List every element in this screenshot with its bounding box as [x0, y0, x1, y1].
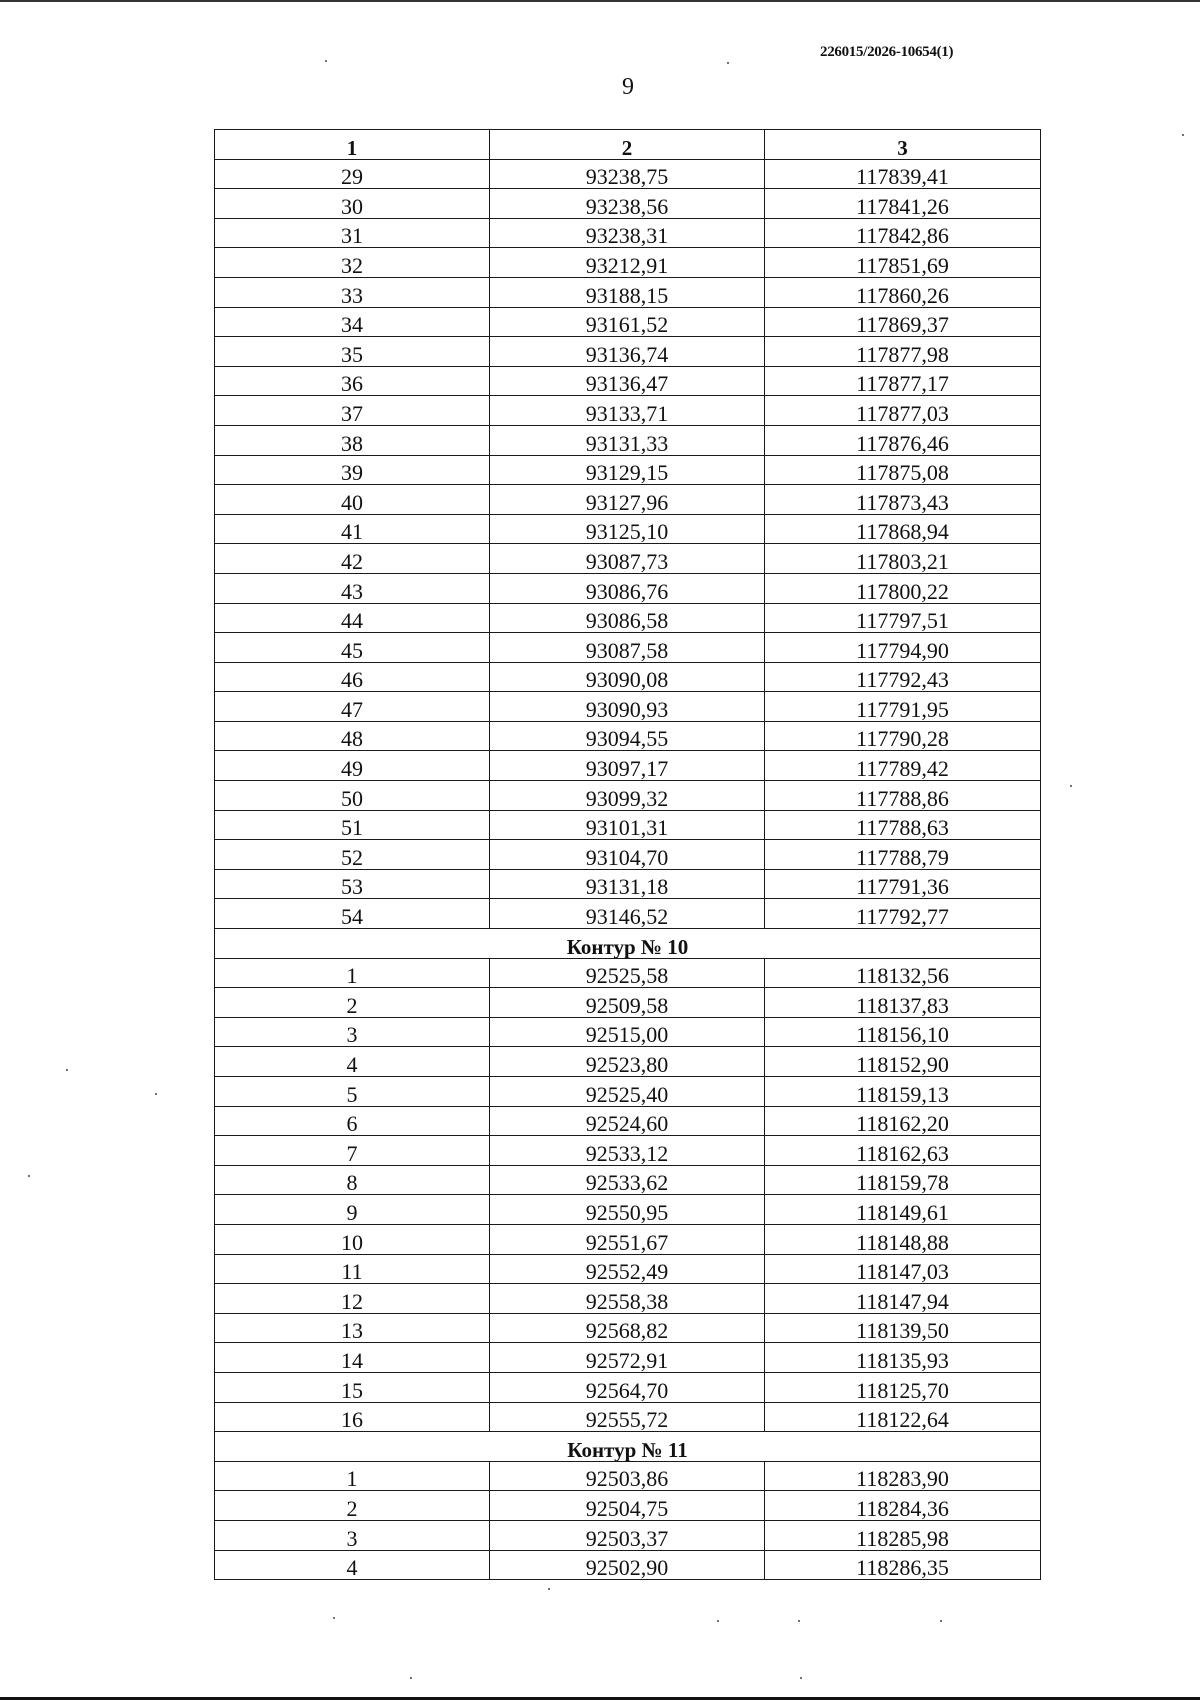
point-number-cell: 7 [215, 1136, 490, 1166]
table-row [215, 899, 1041, 929]
table-row [215, 1402, 1041, 1432]
coordinate-x-cell: 92523,80 [490, 1047, 765, 1077]
coordinate-x-cell: 93146,52 [490, 899, 765, 929]
table-row [215, 1224, 1041, 1254]
coordinate-y-cell: 117792,43 [765, 662, 1041, 692]
table-row [215, 781, 1041, 811]
coordinate-x-cell: 92515,00 [490, 1017, 765, 1047]
point-number-cell: 12 [215, 1284, 490, 1314]
coordinate-x-cell: 93125,10 [490, 514, 765, 544]
coordinate-x-cell: 93087,58 [490, 633, 765, 663]
coordinate-x-cell: 93238,31 [490, 218, 765, 248]
coordinates-table-container [214, 129, 1040, 1580]
point-number-cell: 51 [215, 810, 490, 840]
point-number-cell: 30 [215, 189, 490, 219]
scan-speck [66, 1069, 68, 1071]
table-row [215, 721, 1041, 751]
point-number-cell: 39 [215, 455, 490, 485]
scan-speck [155, 1093, 157, 1095]
point-number-cell: 46 [215, 662, 490, 692]
coordinate-y-cell: 117877,98 [765, 337, 1041, 367]
coordinate-y-cell: 117876,46 [765, 425, 1041, 455]
coordinate-y-cell: 118285,98 [765, 1520, 1041, 1550]
point-number-cell: 43 [215, 573, 490, 603]
point-number-cell: 45 [215, 633, 490, 663]
table-row [215, 1017, 1041, 1047]
coordinate-x-cell: 93090,08 [490, 662, 765, 692]
coordinate-y-cell: 118147,03 [765, 1254, 1041, 1284]
point-number-cell: 4 [215, 1047, 490, 1077]
coordinate-y-cell: 117788,63 [765, 810, 1041, 840]
point-number-cell: 1 [215, 1461, 490, 1491]
point-number-cell: 2 [215, 988, 490, 1018]
point-number-cell: 47 [215, 692, 490, 722]
point-number-cell: 41 [215, 514, 490, 544]
point-number-cell: 37 [215, 396, 490, 426]
table-row [215, 988, 1041, 1018]
column-header-3: 3 [765, 130, 1041, 160]
coordinate-y-cell: 117788,86 [765, 781, 1041, 811]
coordinate-x-cell: 93133,71 [490, 396, 765, 426]
point-number-cell: 29 [215, 159, 490, 189]
coordinate-y-cell: 117841,26 [765, 189, 1041, 219]
coordinate-y-cell: 118159,13 [765, 1077, 1041, 1107]
coordinate-y-cell: 117869,37 [765, 307, 1041, 337]
table-row [215, 1136, 1041, 1166]
table-row [215, 248, 1041, 278]
coordinate-x-cell: 92524,60 [490, 1106, 765, 1136]
section-row [215, 929, 1041, 959]
scan-speck [1070, 785, 1072, 787]
table-row [215, 751, 1041, 781]
point-number-cell: 1 [215, 958, 490, 988]
coordinate-y-cell: 117789,42 [765, 751, 1041, 781]
point-number-cell: 32 [215, 248, 490, 278]
coordinate-x-cell: 92558,38 [490, 1284, 765, 1314]
point-number-cell: 31 [215, 218, 490, 248]
point-number-cell: 14 [215, 1343, 490, 1373]
table-row [215, 1254, 1041, 1284]
coordinate-x-cell: 92503,37 [490, 1520, 765, 1550]
point-number-cell: 49 [215, 751, 490, 781]
table-row [215, 218, 1041, 248]
coordinate-y-cell: 118283,90 [765, 1461, 1041, 1491]
coordinate-x-cell: 93136,47 [490, 366, 765, 396]
scan-speck [800, 1677, 802, 1679]
coordinate-y-cell: 117873,43 [765, 485, 1041, 515]
table-row [215, 277, 1041, 307]
point-number-cell: 50 [215, 781, 490, 811]
point-number-cell: 15 [215, 1372, 490, 1402]
coordinate-y-cell: 117788,79 [765, 840, 1041, 870]
table-row [215, 1372, 1041, 1402]
point-number-cell: 16 [215, 1402, 490, 1432]
scan-speck [325, 60, 327, 62]
point-number-cell: 48 [215, 721, 490, 751]
coordinate-y-cell: 118162,20 [765, 1106, 1041, 1136]
point-number-cell: 9 [215, 1195, 490, 1225]
point-number-cell: 44 [215, 603, 490, 633]
coordinate-x-cell: 92504,75 [490, 1491, 765, 1521]
table-row [215, 1520, 1041, 1550]
coordinate-y-cell: 118148,88 [765, 1224, 1041, 1254]
coordinate-x-cell: 92568,82 [490, 1313, 765, 1343]
table-row [215, 544, 1041, 574]
scan-speck [548, 1588, 550, 1590]
table-row [215, 840, 1041, 870]
table-row [215, 307, 1041, 337]
coordinate-x-cell: 93086,76 [490, 573, 765, 603]
coordinate-y-cell: 118159,78 [765, 1165, 1041, 1195]
coordinates-table [214, 129, 1041, 1580]
point-number-cell: 4 [215, 1550, 490, 1580]
point-number-cell: 10 [215, 1224, 490, 1254]
scan-speck [333, 1617, 335, 1619]
coordinate-x-cell: 92503,86 [490, 1461, 765, 1491]
coordinate-x-cell: 93188,15 [490, 277, 765, 307]
coordinate-y-cell: 118156,10 [765, 1017, 1041, 1047]
table-row [215, 810, 1041, 840]
coordinate-y-cell: 118162,63 [765, 1136, 1041, 1166]
table-row [215, 189, 1041, 219]
section-row [215, 1432, 1041, 1462]
scan-speck [410, 1677, 412, 1679]
table-row [215, 662, 1041, 692]
column-header-2: 2 [490, 130, 765, 160]
coordinate-x-cell: 93090,93 [490, 692, 765, 722]
section-title: Контур № 11 [215, 1432, 1041, 1462]
coordinate-x-cell: 92564,70 [490, 1372, 765, 1402]
coordinate-x-cell: 92509,58 [490, 988, 765, 1018]
coordinate-y-cell: 118286,35 [765, 1550, 1041, 1580]
coordinate-y-cell: 117803,21 [765, 544, 1041, 574]
coordinate-y-cell: 117877,17 [765, 366, 1041, 396]
coordinate-x-cell: 92533,12 [490, 1136, 765, 1166]
table-row [215, 455, 1041, 485]
coordinate-x-cell: 92555,72 [490, 1402, 765, 1432]
table-row [215, 425, 1041, 455]
coordinate-y-cell: 118152,90 [765, 1047, 1041, 1077]
coordinate-y-cell: 117877,03 [765, 396, 1041, 426]
coordinate-x-cell: 92525,58 [490, 958, 765, 988]
coordinate-x-cell: 93087,73 [490, 544, 765, 574]
column-header-1: 1 [215, 130, 490, 160]
coordinate-x-cell: 93127,96 [490, 485, 765, 515]
coordinate-x-cell: 93161,52 [490, 307, 765, 337]
table-row [215, 692, 1041, 722]
section-title: Контур № 10 [215, 929, 1041, 959]
coordinate-x-cell: 92551,67 [490, 1224, 765, 1254]
table-row [215, 1491, 1041, 1521]
coordinate-y-cell: 118139,50 [765, 1313, 1041, 1343]
coordinate-x-cell: 93094,55 [490, 721, 765, 751]
coordinate-y-cell: 117791,36 [765, 869, 1041, 899]
coordinate-x-cell: 93238,75 [490, 159, 765, 189]
table-row [215, 1313, 1041, 1343]
table-row [215, 573, 1041, 603]
point-number-cell: 13 [215, 1313, 490, 1343]
table-body [215, 159, 1041, 1580]
point-number-cell: 3 [215, 1520, 490, 1550]
coordinate-y-cell: 118125,70 [765, 1372, 1041, 1402]
coordinate-y-cell: 118135,93 [765, 1343, 1041, 1373]
coordinate-y-cell: 117868,94 [765, 514, 1041, 544]
coordinate-x-cell: 92502,90 [490, 1550, 765, 1580]
table-row [215, 633, 1041, 663]
coordinate-x-cell: 93136,74 [490, 337, 765, 367]
coordinate-x-cell: 92533,62 [490, 1165, 765, 1195]
table-row [215, 366, 1041, 396]
table-row [215, 958, 1041, 988]
coordinate-y-cell: 117851,69 [765, 248, 1041, 278]
coordinate-x-cell: 93086,58 [490, 603, 765, 633]
coordinate-x-cell: 92552,49 [490, 1254, 765, 1284]
table-row [215, 396, 1041, 426]
point-number-cell: 38 [215, 425, 490, 455]
table-row [215, 485, 1041, 515]
coordinate-x-cell: 93131,18 [490, 869, 765, 899]
table-row [215, 1343, 1041, 1373]
table-row [215, 1047, 1041, 1077]
coordinate-x-cell: 92525,40 [490, 1077, 765, 1107]
point-number-cell: 42 [215, 544, 490, 574]
coordinate-x-cell: 93212,91 [490, 248, 765, 278]
coordinate-x-cell: 92572,91 [490, 1343, 765, 1373]
coordinate-y-cell: 117860,26 [765, 277, 1041, 307]
table-row [215, 603, 1041, 633]
table-row [215, 514, 1041, 544]
point-number-cell: 40 [215, 485, 490, 515]
coordinate-y-cell: 117792,77 [765, 899, 1041, 929]
coordinate-y-cell: 117797,51 [765, 603, 1041, 633]
table-row [215, 337, 1041, 367]
table-row [215, 1461, 1041, 1491]
coordinate-y-cell: 117842,86 [765, 218, 1041, 248]
coordinate-x-cell: 93129,15 [490, 455, 765, 485]
coordinate-y-cell: 118122,64 [765, 1402, 1041, 1432]
coordinate-y-cell: 117790,28 [765, 721, 1041, 751]
point-number-cell: 5 [215, 1077, 490, 1107]
scan-speck [717, 1620, 719, 1622]
coordinate-y-cell: 117839,41 [765, 159, 1041, 189]
scan-speck [940, 1620, 942, 1622]
coordinate-x-cell: 93104,70 [490, 840, 765, 870]
scan-speck [727, 62, 729, 64]
point-number-cell: 3 [215, 1017, 490, 1047]
page-number: 9 [622, 74, 634, 100]
table-row [215, 1550, 1041, 1580]
table-row [215, 1195, 1041, 1225]
coordinate-x-cell: 93101,31 [490, 810, 765, 840]
coordinate-y-cell: 118137,83 [765, 988, 1041, 1018]
coordinate-y-cell: 117794,90 [765, 633, 1041, 663]
coordinate-x-cell: 93099,32 [490, 781, 765, 811]
table-row [215, 1165, 1041, 1195]
point-number-cell: 36 [215, 366, 490, 396]
coordinate-y-cell: 117791,95 [765, 692, 1041, 722]
coordinate-y-cell: 118147,94 [765, 1284, 1041, 1314]
table-row [215, 1077, 1041, 1107]
table-row [215, 159, 1041, 189]
document-number: 226015/2026-10654(1) [820, 44, 954, 60]
point-number-cell: 6 [215, 1106, 490, 1136]
coordinate-y-cell: 117800,22 [765, 573, 1041, 603]
coordinate-x-cell: 93097,17 [490, 751, 765, 781]
point-number-cell: 8 [215, 1165, 490, 1195]
scan-speck [1182, 134, 1184, 136]
scan-speck [798, 1620, 800, 1622]
point-number-cell: 35 [215, 337, 490, 367]
point-number-cell: 11 [215, 1254, 490, 1284]
table-row [215, 1284, 1041, 1314]
point-number-cell: 33 [215, 277, 490, 307]
table-header [215, 130, 1041, 160]
point-number-cell: 52 [215, 840, 490, 870]
coordinate-y-cell: 117875,08 [765, 455, 1041, 485]
point-number-cell: 54 [215, 899, 490, 929]
point-number-cell: 53 [215, 869, 490, 899]
header-row [215, 130, 1041, 160]
coordinate-y-cell: 118149,61 [765, 1195, 1041, 1225]
point-number-cell: 34 [215, 307, 490, 337]
coordinate-x-cell: 93238,56 [490, 189, 765, 219]
scan-speck [28, 1175, 30, 1177]
coordinate-y-cell: 118132,56 [765, 958, 1041, 988]
coordinate-x-cell: 93131,33 [490, 425, 765, 455]
coordinate-x-cell: 92550,95 [490, 1195, 765, 1225]
point-number-cell: 2 [215, 1491, 490, 1521]
table-row [215, 869, 1041, 899]
coordinate-y-cell: 118284,36 [765, 1491, 1041, 1521]
scan-top-edge [0, 0, 1200, 2]
table-row [215, 1106, 1041, 1136]
